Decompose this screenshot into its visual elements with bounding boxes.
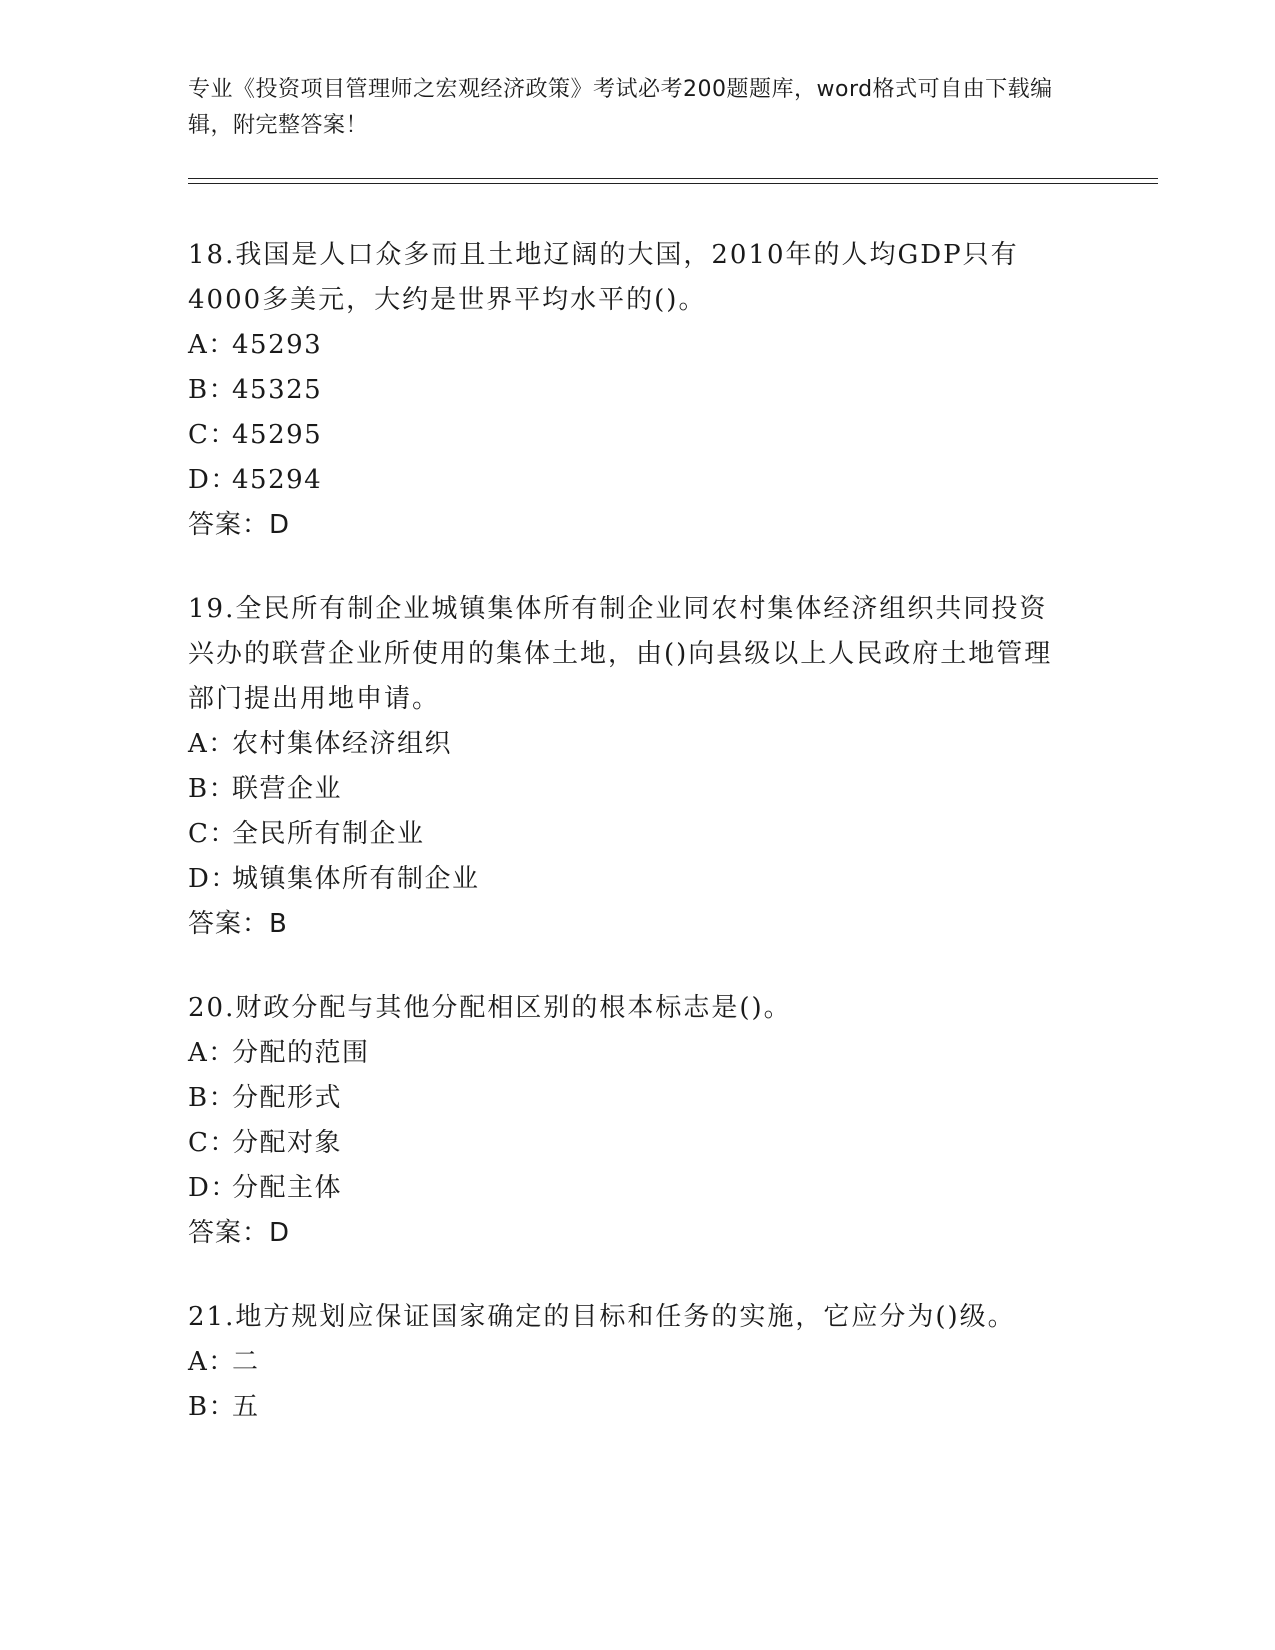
option-text: 城镇集体所有制企业 bbox=[232, 864, 480, 894]
answer-line: 答案：D bbox=[188, 510, 291, 540]
option-key: B： bbox=[188, 1392, 237, 1422]
option-text: 45293 bbox=[232, 330, 323, 360]
question-21 bbox=[188, 1295, 1088, 1430]
option-key: B： bbox=[188, 1083, 237, 1113]
option-text: 五 bbox=[232, 1392, 260, 1422]
option-key: A： bbox=[188, 1038, 236, 1068]
option-key: B： bbox=[188, 375, 237, 405]
option-text: 45294 bbox=[232, 465, 323, 495]
question-text: 19.全民所有制企业城镇集体所有制企业同农村集体经济组织共同投资兴办的联营企业所使用的集体土地，由()向县级以上人民政府土地管理部门提出用地申请。 bbox=[188, 594, 1053, 714]
option-c bbox=[188, 413, 1088, 458]
option-key: C： bbox=[188, 420, 237, 450]
question-20 bbox=[188, 986, 1088, 1256]
option-text: 分配主体 bbox=[232, 1173, 343, 1203]
option-key: B： bbox=[188, 774, 237, 804]
option-key: C： bbox=[188, 1128, 237, 1158]
option-text: 二 bbox=[232, 1347, 260, 1377]
option-key: A： bbox=[188, 330, 236, 360]
option-d bbox=[188, 857, 1088, 902]
question-19 bbox=[188, 587, 1088, 947]
option-c bbox=[188, 812, 1088, 857]
option-a bbox=[188, 1340, 1088, 1385]
option-d bbox=[188, 1166, 1088, 1211]
header-divider-top bbox=[188, 178, 1158, 179]
answer-line: 答案：B bbox=[188, 909, 288, 939]
option-a bbox=[188, 722, 1088, 767]
option-key: A： bbox=[188, 729, 236, 759]
question-list bbox=[188, 233, 1088, 1469]
option-text: 45325 bbox=[232, 375, 323, 405]
option-text: 分配对象 bbox=[232, 1128, 343, 1158]
option-text: 农村集体经济组织 bbox=[232, 729, 453, 759]
option-text: 45295 bbox=[232, 420, 323, 450]
option-a bbox=[188, 323, 1088, 368]
option-b bbox=[188, 368, 1088, 413]
option-text: 全民所有制企业 bbox=[232, 819, 425, 849]
option-text: 联营企业 bbox=[232, 774, 343, 804]
question-text: 21.地方规划应保证国家确定的目标和任务的实施，它应分为()级。 bbox=[188, 1302, 1016, 1332]
option-text: 分配形式 bbox=[232, 1083, 343, 1113]
header-intro-text: 专业《投资项目管理师之宏观经济政策》考试必考200题题库，word格式可自由下载编辑，附完整答案！ bbox=[188, 77, 1053, 138]
option-key: D： bbox=[188, 465, 238, 495]
option-key: A： bbox=[188, 1347, 236, 1377]
option-key: D： bbox=[188, 1173, 238, 1203]
option-b bbox=[188, 767, 1088, 812]
header-divider-bottom bbox=[188, 183, 1158, 184]
option-b bbox=[188, 1385, 1088, 1430]
option-c bbox=[188, 1121, 1088, 1166]
question-text: 18.我国是人口众多而且土地辽阔的大国，2010年的人均GDP只有4000多美元，大约是世界平均水平的()。 bbox=[188, 240, 1019, 315]
option-a bbox=[188, 1031, 1088, 1076]
option-d bbox=[188, 458, 1088, 503]
question-18 bbox=[188, 233, 1088, 548]
option-key: D： bbox=[188, 864, 238, 894]
answer-line: 答案：D bbox=[188, 1218, 291, 1248]
option-key: C： bbox=[188, 819, 237, 849]
option-text: 分配的范围 bbox=[232, 1038, 370, 1068]
question-text: 20.财政分配与其他分配相区别的根本标志是()。 bbox=[188, 993, 792, 1023]
option-b bbox=[188, 1076, 1088, 1121]
document-header bbox=[188, 72, 1068, 144]
